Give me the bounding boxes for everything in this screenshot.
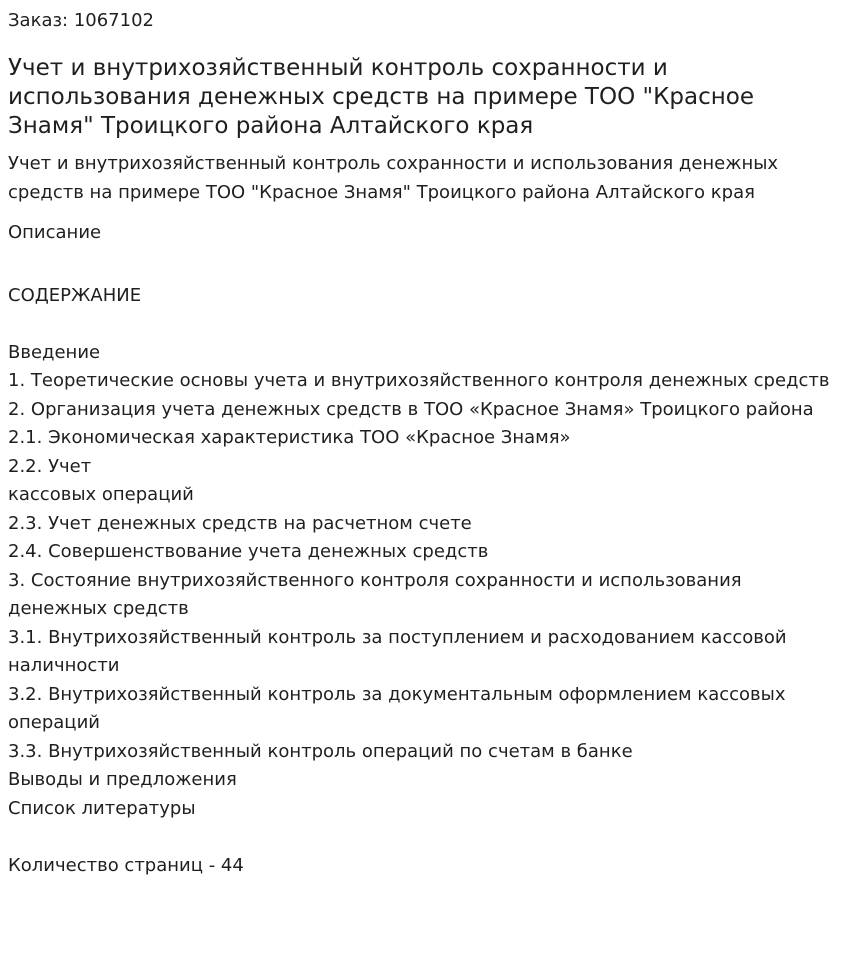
toc-item: 2.1. Экономическая характеристика ТОО «Красное Знамя» — [8, 427, 571, 448]
toc-item: кассовых операций — [8, 484, 194, 505]
toc-item: Список литературы — [8, 797, 196, 819]
description-label: Описание — [8, 222, 102, 243]
document-content — [8, 282, 839, 881]
toc-item: 1. Теоретические основы учета и внутрихозяйственного контроля денежных средств — [8, 370, 830, 391]
blank-line — [8, 823, 839, 852]
toc-item: Выводы и предложения — [8, 769, 237, 790]
toc-item: 3.3. Внутрихозяйственный контроль операций по счетам в банке — [8, 740, 633, 762]
document-title: Учет и внутрихозяйственный контроль сохранности и использования денежных средств на примере ТОО "Красное Знамя" Троицкого района Алтайского края — [8, 55, 754, 139]
toc-item: 2.2. Учет — [8, 455, 92, 477]
page-count: Количество страниц - 44 — [8, 854, 244, 876]
blank-line — [8, 310, 839, 339]
toc-item: 2.3. Учет денежных средств на расчетном счете — [8, 512, 472, 534]
toc-item: Введение — [8, 341, 101, 363]
contents-heading: СОДЕРЖАНИЕ — [8, 284, 142, 306]
order-number: Заказ: 1067102 — [8, 10, 154, 31]
toc-item: 2. Организация учета денежных средств в ТОО «Красное Знамя» Троицкого района — [8, 398, 814, 420]
toc-item: 3.1. Внутрихозяйственный контроль за поступлением и расходованием кассовой наличности — [8, 626, 787, 676]
toc-item: 3.2. Внутрихозяйственный контроль за документальным оформлением кассовых операций — [8, 683, 786, 733]
document-subtitle: Учет и внутрихозяйственный контроль сохранности и использования денежных средств на примере ТОО "Красное Знамя" Троицкого района Алтайского края — [8, 153, 779, 203]
toc-item: 3. Состояние внутрихозяйственного контроля сохранности и использования денежных средств — [8, 569, 742, 619]
toc-item: 2.4. Совершенствование учета денежных средств — [8, 541, 489, 562]
